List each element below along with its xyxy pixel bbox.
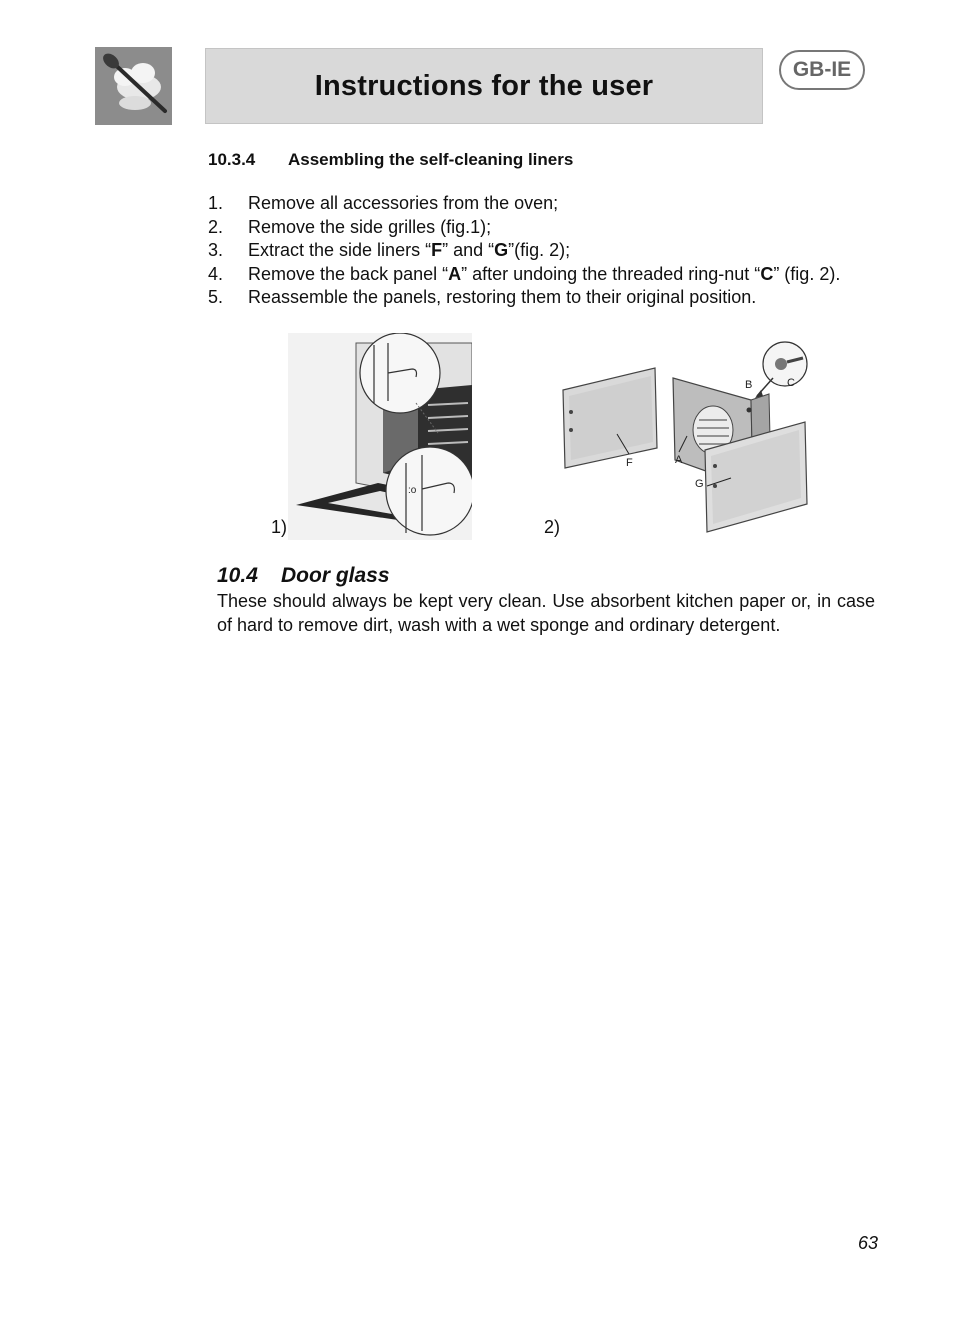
callout-b: B [745,379,753,391]
list-item [208,239,878,263]
steps-list [208,192,878,310]
step-number: 1. [208,193,224,213]
step-number: 3. [208,240,224,260]
subsection-title: Door glass [281,564,390,587]
section-heading [208,150,573,170]
step-number: 5. [208,287,224,307]
step-text: Extract the side liners “F” and “G”(fig. 2); [248,240,571,260]
brand-logo [95,47,172,125]
callout-a: A [675,454,683,466]
header-title-bar [205,48,763,124]
list-item [208,263,878,287]
step-number: 4. [208,263,224,284]
figure-1-label: 1) [271,517,288,537]
subsection-body: These should always be kept very clean. Use absorbent kitchen paper or, in case of hard to remove dirt, wash with a wet sponge and ordinary detergent. [217,591,875,635]
page-number: 63 [858,1233,879,1253]
page-title: Instructions for the user [314,69,654,102]
chef-spoon-icon [95,47,172,125]
region-badge: GB-IE [779,50,865,90]
callout-c: C [787,377,795,389]
callout-f: F [626,457,633,469]
list-item [208,192,878,216]
step-text: Remove the back panel “A” after undoing the threaded ring-nut “C” (fig. 2). [248,263,841,284]
subsection-heading [217,564,390,588]
list-item [208,286,878,310]
figure-oven-side-grilles [288,333,472,540]
step-text: Reassemble the panels, restoring them to their original position. [248,287,757,307]
step-number: 2. [208,216,224,237]
svg-text::o: :o [408,485,417,496]
section-number: 10.3.4 [208,150,256,169]
figure-2-label: 2) [544,517,561,537]
step-text: Remove the side grilles (fig.1); [248,216,492,237]
list-item [208,216,878,240]
section-title: Assembling the self-cleaning liners [288,150,574,169]
subsection-number: 10.4 [217,564,258,587]
callout-g: G [695,478,704,490]
step-text: Remove all accessories from the oven; [248,193,559,213]
figure-liners-back-panel [555,340,815,540]
